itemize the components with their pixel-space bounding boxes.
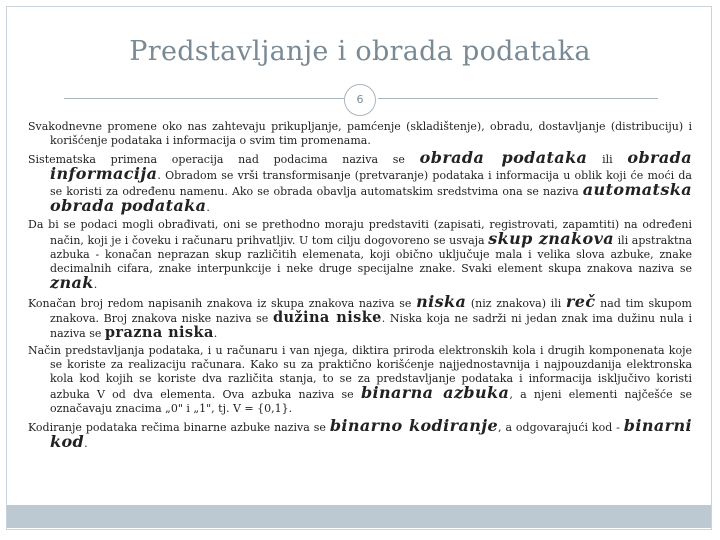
emphasized-term: skup znakova — [488, 229, 615, 248]
text-run: Sistematska primena operacija nad podacima naziva se — [28, 153, 420, 166]
slide-number-badge: 6 — [344, 84, 376, 116]
title-divider-left — [64, 98, 344, 99]
footer-bar — [7, 505, 711, 528]
title-divider-right — [378, 98, 658, 99]
body-paragraph — [28, 416, 692, 451]
text-run: . — [93, 278, 98, 291]
slide-title: Predstavljanje i obrada podataka — [129, 36, 591, 67]
body-paragraph — [28, 344, 692, 416]
text-run: Način predstavljanja podataka, i u računaru i van njega, diktira priroda elektronskih kola i drugih komponenata koje se koriste za realizaciju računara. Kako su za praktično korišćenje najjednostavnija i najpouzdanija elektronska kola kod kojih se koriste dva različita stanja, to se za predstavljanje podataka i informacija isključivo koristi azbuka V od dva elementa. Ova azbuka naziva se — [28, 344, 692, 401]
text-run: , a odgovarajući kod - — [498, 421, 624, 434]
emphasized-term: dužina niske — [272, 309, 382, 326]
text-run: . — [213, 327, 218, 340]
emphasized-term: automatska obrada podataka — [50, 180, 692, 215]
emphasized-term: binarna azbuka — [360, 383, 510, 402]
body-paragraph — [28, 292, 693, 341]
text-run: Svakodnevne promene oko nas zahtevaju prikupljanje, pamćenje (skladištenje), obradu, dostavljanje (distribuciju) i korišćenje podataka i informacija o svim tim promenama. — [28, 120, 692, 147]
body-paragraph — [28, 218, 692, 292]
text-run: Kodiranje podataka rečima binarne azbuke naziva se — [28, 421, 330, 434]
body-paragraph — [28, 148, 692, 215]
emphasized-term: obrada podataka — [419, 148, 588, 167]
text-run: , a njeni elementi najčešće se označavaju znacima „0" i „1", tj. V = {0,1}. — [50, 388, 693, 415]
emphasized-term: znak — [50, 273, 94, 292]
text-run: (niz znakova) ili — [466, 297, 566, 310]
text-run: . Obradom se vrši transformisanje (pretvaranje) podataka i informacija u oblik koji će moći da se koristi za određenu namenu. Ako se obrada obavlja automatskim sredstvima ona se naziva — [50, 169, 692, 198]
text-run: . Niska koja ne sadrži ni jedan znak ima dužinu nula i naziva se — [50, 312, 693, 340]
text-run: ili — [587, 153, 628, 166]
text-run: . — [84, 437, 88, 450]
text-run: ili apstraktna azbuka - konačan neprazan skup različitih elemenata, koji obično uključuje mala i velika slova azbuke, znake decimalnih cifara, znake interpunkcije i neke druge specijalne znake. Svaki element skupa znakova naziva se — [50, 234, 693, 275]
emphasized-term: reč — [565, 292, 596, 311]
emphasized-term: niska — [416, 292, 467, 311]
text-run: Da bi se podaci mogli obrađivati, oni se prethodno moraju predstaviti (zapisati, registrovati, zapamtiti) na određeni način, koji je i čoveku i računaru prihvatljiv. U tom cilju dogovoreno se usvaja — [28, 218, 692, 247]
slide-body — [28, 120, 692, 454]
emphasized-term: obrada informacija — [50, 148, 692, 183]
text-run: nad tim skupom znakova. Broj znakova niske naziva se — [50, 297, 692, 325]
emphasized-term: binarni kod — [50, 416, 692, 451]
body-paragraph — [28, 120, 692, 148]
text-run: . — [206, 201, 210, 214]
emphasized-term: prazna niska — [104, 324, 214, 341]
emphasized-term: binarno kodiranje — [329, 416, 499, 435]
text-run: Konačan broj redom napisanih znakova iz skupa znakova naziva se — [28, 297, 417, 310]
